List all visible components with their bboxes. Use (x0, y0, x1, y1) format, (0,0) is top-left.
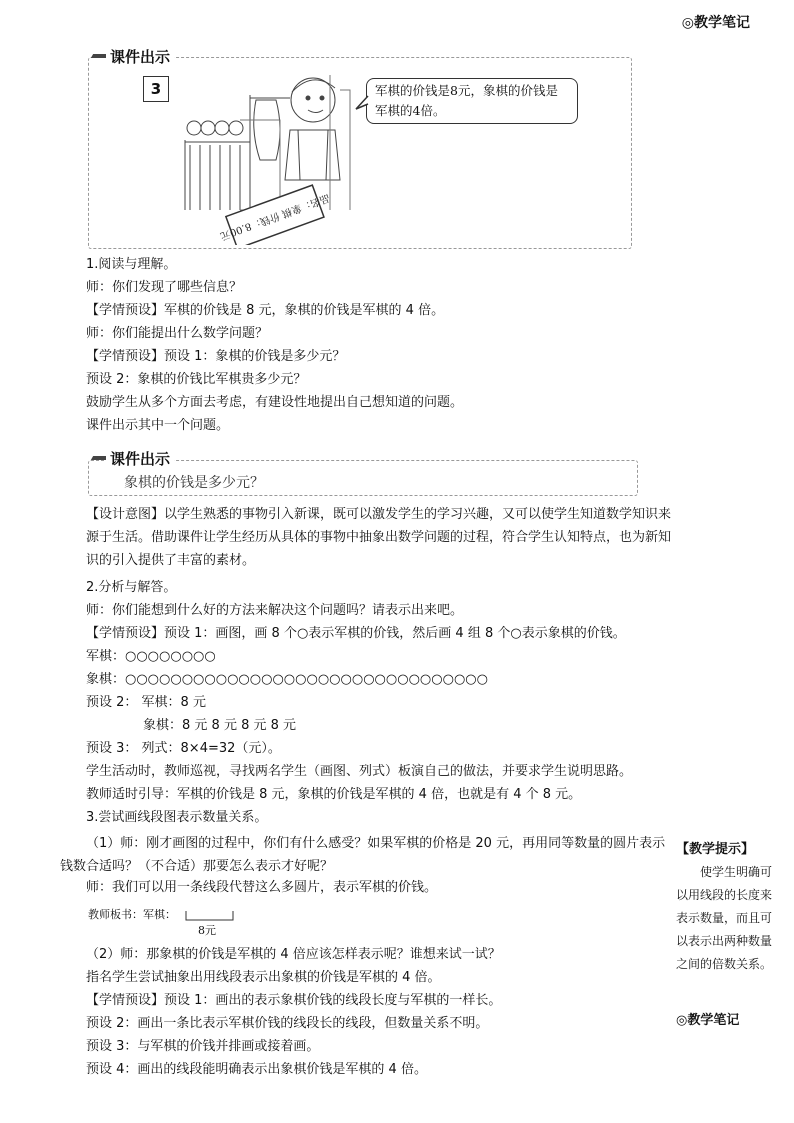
preset-3-formula: 预设 3： 列式：8×4=32（元）。 (86, 741, 281, 756)
teacher-question-4x: （2）师：那象棋的价钱是军棋的 4 倍应该怎样表示呢？谁想来试一试？ (86, 947, 501, 962)
teacher-question-3: 师：你们能想到什么好的方法来解决这个问题吗？请表示出来吧。 (86, 603, 464, 618)
student-preset-draw: 【学情预设】预设 1：画图，画 8 个○表示军棋的价钱，然后画 4 组 8 个○表示象棋的价钱。 (86, 626, 626, 641)
speech-bubble: 军棋的价钱是8元，象棋的价钱是军棋的4倍。 (366, 78, 578, 124)
teaching-tip-text: 使学生明确可以用线段的长度来表示数量，而且可以表示出两种数量之间的倍数关系。 (676, 865, 773, 971)
board-writing-label: 教师板书：军棋： (88, 908, 176, 921)
army-chess-circles: 军棋：○○○○○○○○ (86, 649, 216, 664)
teacher-patrol-text: 学生活动时，教师巡视，寻找两名学生（画图、列式）板演自己的做法，并要求学生说明思路。 (86, 764, 633, 779)
shop-illustration (180, 70, 365, 245)
army-chess-segment (185, 909, 235, 923)
chess-circles: 象棋：○○○○○○○○○○○○○○○○○○○○○○○○○○○○○○○○ (86, 672, 488, 687)
speech-tail-icon (355, 95, 369, 111)
teacher-question-2: 师：你们能提出什么数学问题？ (86, 326, 269, 341)
teacher-segment-text: 师：我们可以用一条线段代替这么多圆片，表示军棋的价钱。 (86, 880, 438, 895)
price-tag-text: 品名：象棋 价钱：8.00元 (218, 191, 331, 242)
courseware-question: 象棋的价钱是多少元？ (124, 475, 264, 491)
teaching-tip-title: 【教学提示】 (676, 842, 755, 857)
teaching-notes-sidebar: ◎教学笔记 (676, 1013, 740, 1028)
section-heading-line-diagram: 3.尝试画线段图表示数量关系。 (86, 810, 268, 825)
teaching-notes-header: ◎教学笔记 (681, 15, 750, 31)
student-attempt-text: 指名学生尝试抽象出用线段表示出象棋的价钱是军棋的 4 倍。 (86, 970, 441, 985)
student-preset-3: 预设 2：象棋的价钱比军棋贵多少元？ (86, 372, 307, 387)
segment-preset-3: 预设 3：与军棋的价钱并排画或接着画。 (86, 1039, 320, 1054)
section-heading-analysis: 2.分析与解答。 (86, 580, 177, 595)
segment-preset-2: 预设 2：画出一条比表示军棋价钱的线段长的线段，但数量关系不明。 (86, 1016, 489, 1031)
student-preset-2: 【学情预设】预设 1：象棋的价钱是多少元？ (86, 349, 346, 364)
segment-value-label: 8元 (198, 924, 216, 937)
courseware-tab-label: 课件出示 (106, 448, 174, 469)
courseware-shows-text: 课件出示其中一个问题。 (86, 418, 230, 433)
design-intent-paragraph: 【设计意图】以学生熟悉的事物引入新课，既可以激发学生的学习兴趣，又可以使学生知道数学知识来源于生活。借助课件让学生经历从具体的事物中抽象出数学问题的过程，符合学生认知特点，也为新知识的引入提供了丰富的素材。 (86, 507, 672, 568)
preset-2-chess: 象棋：8 元 8 元 8 元 8 元 (143, 718, 297, 733)
segment-preset-4: 预设 4：画出的线段能明确表示出象棋价钱是军棋的 4 倍。 (86, 1062, 427, 1077)
section-heading-reading: 1.阅读与理解。 (86, 257, 177, 272)
student-preset-1: 【学情预设】军棋的价钱是 8 元，象棋的价钱是军棋的 4 倍。 (86, 303, 445, 318)
teacher-question-1: 师：你们发现了哪些信息？ (86, 280, 243, 295)
example-number-badge: 3 (143, 76, 169, 102)
courseware-tab-label: 课件出示 (106, 46, 174, 67)
encourage-text: 鼓励学生从多个方面去考虑，有建设性地提出自己想知道的问题。 (86, 395, 464, 410)
teacher-guide-text: 教师适时引导：军棋的价钱是 8 元，象棋的价钱是军棋的 4 倍，也就是有 4 个 8 元。 (86, 787, 582, 802)
preset-2-army-chess: 预设 2： 军棋：8 元 (86, 695, 206, 710)
segment-preset-1: 【学情预设】预设 1：画出的表示象棋价钱的线段长度与军棋的一样长。 (86, 993, 502, 1008)
teacher-question-feeling: （1）师：刚才画图的过程中，你们有什么感受？如果军棋的价格是 20 元，再用同等数量的圆片表示钱数合适吗？（不合适）那要怎么表示才好呢？ (60, 836, 666, 874)
